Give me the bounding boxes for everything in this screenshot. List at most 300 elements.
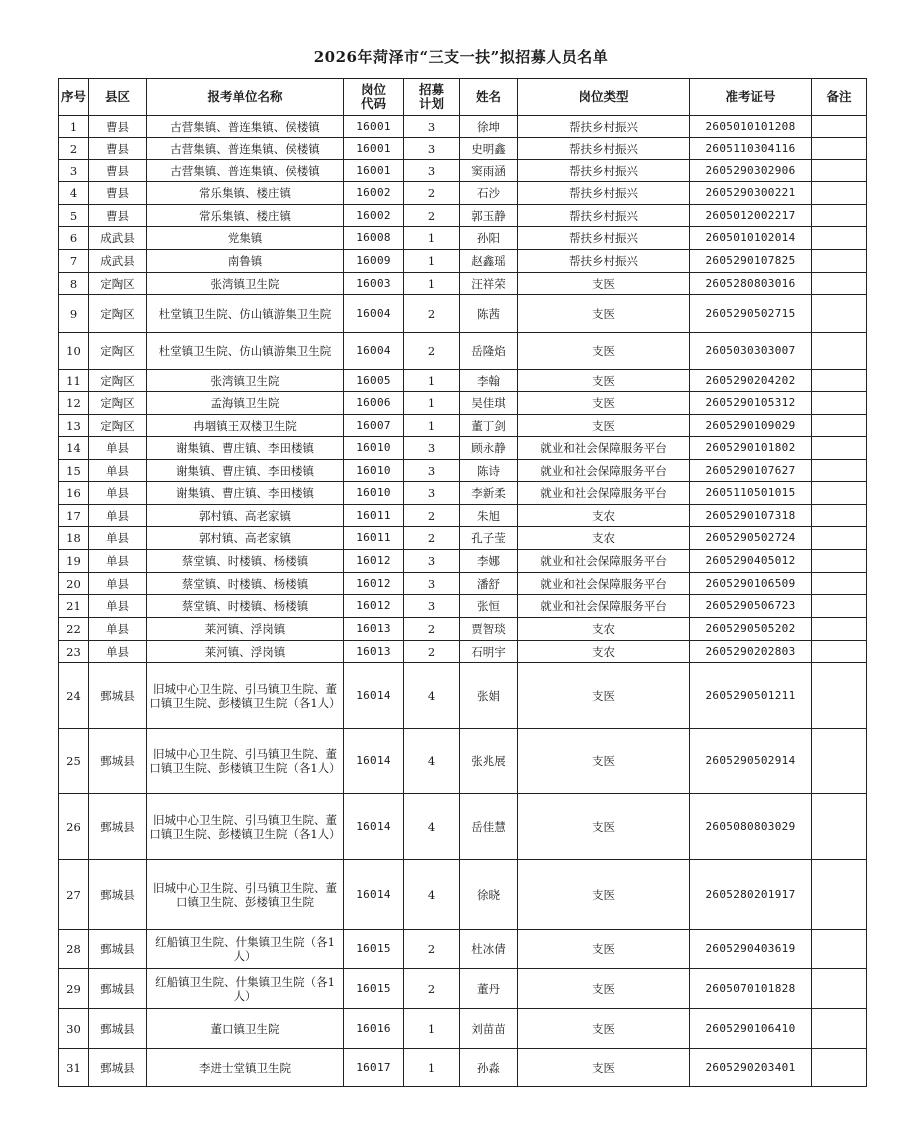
cell-county: 成武县 (89, 250, 147, 273)
header-type: 岗位类型 (518, 79, 690, 116)
cell-name: 赵鑫瑶 (460, 250, 518, 273)
cell-name: 张兆展 (460, 729, 518, 794)
cell-type: 支医 (518, 969, 690, 1009)
cell-no: 20 (59, 573, 89, 595)
cell-no: 11 (59, 370, 89, 392)
cell-ticket: 2605290502715 (690, 295, 812, 333)
document-title: 2026年菏泽市“三支一扶”拟招募人员名单 (313, 48, 609, 66)
cell-name: 董丹 (460, 969, 518, 1009)
table-row (59, 969, 867, 1009)
cell-no: 17 (59, 505, 89, 527)
cell-county: 鄄城县 (89, 860, 147, 930)
cell-no: 13 (59, 415, 89, 437)
cell-type: 帮扶乡村振兴 (518, 116, 690, 138)
cell-name: 孙淼 (460, 1049, 518, 1087)
cell-no: 30 (59, 1009, 89, 1049)
cell-unit: 莱河镇、浮岗镇 (147, 641, 344, 663)
cell-type: 支医 (518, 860, 690, 930)
cell-county: 曹县 (89, 205, 147, 227)
table-row (59, 333, 867, 370)
cell-no: 1 (59, 116, 89, 138)
cell-note (812, 663, 867, 729)
cell-unit: 党集镇 (147, 227, 344, 250)
cell-code: 16011 (344, 505, 404, 527)
cell-plan: 3 (404, 116, 460, 138)
cell-note (812, 227, 867, 250)
cell-plan: 3 (404, 595, 460, 618)
cell-unit: 郭村镇、高老家镇 (147, 527, 344, 550)
cell-no: 6 (59, 227, 89, 250)
cell-name: 史明鑫 (460, 138, 518, 160)
cell-unit: 郭村镇、高老家镇 (147, 505, 344, 527)
table-row (59, 460, 867, 482)
cell-plan: 4 (404, 794, 460, 860)
header-note: 备注 (812, 79, 867, 116)
cell-name: 潘舒 (460, 573, 518, 595)
table-row (59, 295, 867, 333)
cell-note (812, 205, 867, 227)
cell-county: 定陶区 (89, 392, 147, 415)
cell-ticket: 2605290502724 (690, 527, 812, 550)
cell-name: 孙阳 (460, 227, 518, 250)
cell-ticket: 2605030303007 (690, 333, 812, 370)
cell-type: 支医 (518, 392, 690, 415)
cell-note (812, 392, 867, 415)
cell-type: 支农 (518, 505, 690, 527)
cell-type: 支医 (518, 295, 690, 333)
header-unit: 报考单位名称 (147, 79, 344, 116)
cell-note (812, 160, 867, 182)
cell-plan: 2 (404, 205, 460, 227)
cell-name: 张娟 (460, 663, 518, 729)
cell-unit: 红船镇卫生院、什集镇卫生院（各1人） (147, 969, 344, 1009)
cell-plan: 2 (404, 333, 460, 370)
cell-unit: 常乐集镇、楼庄镇 (147, 205, 344, 227)
cell-type: 帮扶乡村振兴 (518, 250, 690, 273)
cell-ticket: 2605290204202 (690, 370, 812, 392)
cell-plan: 1 (404, 370, 460, 392)
cell-note (812, 415, 867, 437)
cell-type: 就业和社会保障服务平台 (518, 550, 690, 573)
cell-type: 支农 (518, 527, 690, 550)
cell-name: 徐晓 (460, 860, 518, 930)
cell-type: 就业和社会保障服务平台 (518, 482, 690, 505)
cell-no: 25 (59, 729, 89, 794)
cell-code: 16012 (344, 550, 404, 573)
cell-code: 16004 (344, 333, 404, 370)
cell-note (812, 250, 867, 273)
table-row (59, 116, 867, 138)
cell-note (812, 370, 867, 392)
cell-note (812, 550, 867, 573)
header-plan: 招募 计划 (404, 79, 460, 116)
cell-no: 21 (59, 595, 89, 618)
cell-ticket: 2605290107318 (690, 505, 812, 527)
cell-plan: 3 (404, 160, 460, 182)
cell-ticket: 2605012002217 (690, 205, 812, 227)
cell-type: 支农 (518, 618, 690, 641)
cell-name: 顾永静 (460, 437, 518, 460)
cell-type: 支医 (518, 333, 690, 370)
cell-plan: 4 (404, 729, 460, 794)
table-row (59, 505, 867, 527)
cell-name: 窦雨涵 (460, 160, 518, 182)
cell-name: 石明宇 (460, 641, 518, 663)
table-row (59, 930, 867, 969)
cell-type: 支医 (518, 415, 690, 437)
cell-county: 曹县 (89, 160, 147, 182)
cell-county: 鄄城县 (89, 1009, 147, 1049)
cell-unit: 杜堂镇卫生院、仿山镇游集卫生院 (147, 333, 344, 370)
cell-code: 16003 (344, 273, 404, 295)
cell-unit: 常乐集镇、楼庄镇 (147, 182, 344, 205)
cell-plan: 2 (404, 641, 460, 663)
cell-no: 14 (59, 437, 89, 460)
cell-unit: 李进士堂镇卫生院 (147, 1049, 344, 1087)
cell-plan: 3 (404, 482, 460, 505)
cell-plan: 3 (404, 573, 460, 595)
cell-code: 16014 (344, 663, 404, 729)
cell-name: 李新柔 (460, 482, 518, 505)
cell-unit: 南鲁镇 (147, 250, 344, 273)
cell-ticket: 2605290107825 (690, 250, 812, 273)
cell-code: 16013 (344, 641, 404, 663)
cell-county: 定陶区 (89, 295, 147, 333)
cell-type: 帮扶乡村振兴 (518, 227, 690, 250)
cell-no: 2 (59, 138, 89, 160)
cell-unit: 旧城中心卫生院、引马镇卫生院、董口镇卫生院、彭楼镇卫生院（各1人） (147, 663, 344, 729)
cell-unit: 谢集镇、曹庄镇、李田楼镇 (147, 482, 344, 505)
cell-name: 陈茜 (460, 295, 518, 333)
cell-note (812, 729, 867, 794)
table-row (59, 250, 867, 273)
table-row (59, 860, 867, 930)
cell-county: 单县 (89, 573, 147, 595)
cell-county: 单县 (89, 505, 147, 527)
table-row (59, 437, 867, 460)
cell-no: 26 (59, 794, 89, 860)
cell-code: 16014 (344, 860, 404, 930)
cell-code: 16001 (344, 160, 404, 182)
cell-code: 16002 (344, 205, 404, 227)
cell-code: 16012 (344, 595, 404, 618)
cell-unit: 张湾镇卫生院 (147, 370, 344, 392)
table-row (59, 227, 867, 250)
cell-name: 董丁剑 (460, 415, 518, 437)
cell-no: 16 (59, 482, 89, 505)
table-row (59, 1009, 867, 1049)
cell-ticket: 2605110304116 (690, 138, 812, 160)
cell-note (812, 1009, 867, 1049)
cell-county: 单县 (89, 550, 147, 573)
cell-unit: 董口镇卫生院 (147, 1009, 344, 1049)
cell-no: 5 (59, 205, 89, 227)
cell-county: 单县 (89, 482, 147, 505)
cell-ticket: 2605290501211 (690, 663, 812, 729)
cell-ticket: 2605280201917 (690, 860, 812, 930)
cell-county: 单县 (89, 460, 147, 482)
cell-ticket: 2605290106410 (690, 1009, 812, 1049)
cell-type: 支医 (518, 930, 690, 969)
cell-type: 帮扶乡村振兴 (518, 160, 690, 182)
cell-plan: 2 (404, 505, 460, 527)
cell-ticket: 2605010101208 (690, 116, 812, 138)
cell-type: 就业和社会保障服务平台 (518, 460, 690, 482)
cell-code: 16015 (344, 969, 404, 1009)
cell-type: 支医 (518, 663, 690, 729)
cell-code: 16017 (344, 1049, 404, 1087)
cell-no: 24 (59, 663, 89, 729)
cell-name: 张恒 (460, 595, 518, 618)
cell-plan: 2 (404, 969, 460, 1009)
table-row (59, 182, 867, 205)
cell-ticket: 2605290202803 (690, 641, 812, 663)
table-row (59, 160, 867, 182)
table-row (59, 482, 867, 505)
cell-note (812, 527, 867, 550)
cell-note (812, 969, 867, 1009)
cell-no: 29 (59, 969, 89, 1009)
recruit-roster-table (58, 78, 867, 1087)
cell-code: 16005 (344, 370, 404, 392)
cell-plan: 1 (404, 250, 460, 273)
cell-no: 4 (59, 182, 89, 205)
cell-note (812, 460, 867, 482)
cell-note (812, 295, 867, 333)
cell-code: 16015 (344, 930, 404, 969)
table-row (59, 729, 867, 794)
cell-code: 16002 (344, 182, 404, 205)
cell-note (812, 1049, 867, 1087)
cell-county: 鄄城县 (89, 930, 147, 969)
table-header-row (59, 79, 867, 116)
cell-county: 曹县 (89, 182, 147, 205)
cell-unit: 蔡堂镇、时楼镇、杨楼镇 (147, 573, 344, 595)
cell-unit: 古营集镇、普连集镇、侯楼镇 (147, 138, 344, 160)
cell-unit: 杜堂镇卫生院、仿山镇游集卫生院 (147, 295, 344, 333)
cell-ticket: 2605290405012 (690, 550, 812, 573)
cell-ticket: 2605080803029 (690, 794, 812, 860)
cell-unit: 旧城中心卫生院、引马镇卫生院、董口镇卫生院、彭楼镇卫生院（各1人） (147, 794, 344, 860)
cell-no: 19 (59, 550, 89, 573)
cell-county: 单县 (89, 595, 147, 618)
cell-type: 支医 (518, 1009, 690, 1049)
table-row (59, 138, 867, 160)
cell-code: 16001 (344, 138, 404, 160)
cell-note (812, 116, 867, 138)
cell-county: 单县 (89, 641, 147, 663)
cell-ticket: 2605290403619 (690, 930, 812, 969)
cell-type: 就业和社会保障服务平台 (518, 437, 690, 460)
cell-unit: 旧城中心卫生院、引马镇卫生院、董口镇卫生院、彭楼镇卫生院（各1人） (147, 729, 344, 794)
cell-name: 徐坤 (460, 116, 518, 138)
cell-name: 陈诗 (460, 460, 518, 482)
cell-code: 16009 (344, 250, 404, 273)
cell-ticket: 2605110501015 (690, 482, 812, 505)
table-row (59, 273, 867, 295)
cell-type: 就业和社会保障服务平台 (518, 595, 690, 618)
cell-no: 22 (59, 618, 89, 641)
cell-county: 鄄城县 (89, 1049, 147, 1087)
cell-plan: 2 (404, 182, 460, 205)
cell-code: 16010 (344, 437, 404, 460)
cell-unit: 谢集镇、曹庄镇、李田楼镇 (147, 437, 344, 460)
table-row (59, 595, 867, 618)
cell-plan: 2 (404, 295, 460, 333)
table-row (59, 205, 867, 227)
cell-code: 16008 (344, 227, 404, 250)
cell-county: 曹县 (89, 138, 147, 160)
table-row (59, 663, 867, 729)
cell-note (812, 573, 867, 595)
cell-county: 鄄城县 (89, 969, 147, 1009)
cell-plan: 2 (404, 618, 460, 641)
cell-name: 孔子莹 (460, 527, 518, 550)
cell-name: 朱旭 (460, 505, 518, 527)
table-row (59, 370, 867, 392)
table-row (59, 794, 867, 860)
cell-plan: 1 (404, 392, 460, 415)
cell-no: 23 (59, 641, 89, 663)
cell-ticket: 2605290203401 (690, 1049, 812, 1087)
cell-code: 16012 (344, 573, 404, 595)
cell-unit: 旧城中心卫生院、引马镇卫生院、董口镇卫生院、彭楼镇卫生院 (147, 860, 344, 930)
cell-ticket: 2605290106509 (690, 573, 812, 595)
cell-no: 12 (59, 392, 89, 415)
cell-name: 贾智琰 (460, 618, 518, 641)
cell-county: 定陶区 (89, 273, 147, 295)
cell-county: 鄄城县 (89, 794, 147, 860)
cell-no: 31 (59, 1049, 89, 1087)
cell-plan: 3 (404, 460, 460, 482)
cell-name: 吴佳琪 (460, 392, 518, 415)
cell-ticket: 2605290109029 (690, 415, 812, 437)
cell-name: 郭玉静 (460, 205, 518, 227)
cell-type: 帮扶乡村振兴 (518, 205, 690, 227)
cell-note (812, 618, 867, 641)
cell-name: 石沙 (460, 182, 518, 205)
cell-county: 单县 (89, 618, 147, 641)
table-row (59, 1049, 867, 1087)
cell-plan: 2 (404, 527, 460, 550)
cell-ticket: 2605290505202 (690, 618, 812, 641)
cell-code: 16010 (344, 482, 404, 505)
header-no: 序号 (59, 79, 89, 116)
cell-plan: 1 (404, 1009, 460, 1049)
cell-county: 定陶区 (89, 333, 147, 370)
cell-plan: 1 (404, 273, 460, 295)
cell-plan: 3 (404, 437, 460, 460)
cell-county: 单县 (89, 527, 147, 550)
cell-code: 16004 (344, 295, 404, 333)
cell-name: 杜冰倩 (460, 930, 518, 969)
cell-ticket: 2605010102014 (690, 227, 812, 250)
table-row (59, 550, 867, 573)
cell-type: 帮扶乡村振兴 (518, 138, 690, 160)
cell-unit: 张湾镇卫生院 (147, 273, 344, 295)
cell-ticket: 2605290506723 (690, 595, 812, 618)
cell-note (812, 333, 867, 370)
cell-code: 16011 (344, 527, 404, 550)
cell-type: 支医 (518, 370, 690, 392)
cell-plan: 3 (404, 550, 460, 573)
cell-county: 定陶区 (89, 415, 147, 437)
cell-ticket: 2605290101802 (690, 437, 812, 460)
cell-ticket: 2605280803016 (690, 273, 812, 295)
cell-name: 岳隆焰 (460, 333, 518, 370)
cell-county: 曹县 (89, 116, 147, 138)
cell-note (812, 930, 867, 969)
cell-unit: 红船镇卫生院、什集镇卫生院（各1人） (147, 930, 344, 969)
cell-note (812, 595, 867, 618)
cell-plan: 1 (404, 415, 460, 437)
cell-note (812, 437, 867, 460)
cell-code: 16016 (344, 1009, 404, 1049)
header-code: 岗位 代码 (344, 79, 404, 116)
table-row (59, 527, 867, 550)
table-row (59, 641, 867, 663)
cell-code: 16013 (344, 618, 404, 641)
cell-ticket: 2605290107627 (690, 460, 812, 482)
cell-note (812, 273, 867, 295)
header-ticket: 准考证号 (690, 79, 812, 116)
cell-plan: 3 (404, 138, 460, 160)
cell-code: 16014 (344, 794, 404, 860)
cell-code: 16010 (344, 460, 404, 482)
cell-no: 8 (59, 273, 89, 295)
cell-name: 汪祥荣 (460, 273, 518, 295)
cell-unit: 古营集镇、普连集镇、侯楼镇 (147, 116, 344, 138)
cell-no: 3 (59, 160, 89, 182)
cell-no: 9 (59, 295, 89, 333)
cell-no: 27 (59, 860, 89, 930)
cell-plan: 4 (404, 860, 460, 930)
cell-plan: 2 (404, 930, 460, 969)
cell-unit: 谢集镇、曹庄镇、李田楼镇 (147, 460, 344, 482)
cell-unit: 莱河镇、浮岗镇 (147, 618, 344, 641)
table-row (59, 573, 867, 595)
cell-unit: 孟海镇卫生院 (147, 392, 344, 415)
cell-name: 李娜 (460, 550, 518, 573)
cell-ticket: 2605290302906 (690, 160, 812, 182)
header-county: 县区 (89, 79, 147, 116)
cell-unit: 蔡堂镇、时楼镇、杨楼镇 (147, 595, 344, 618)
cell-ticket: 2605290502914 (690, 729, 812, 794)
cell-plan: 1 (404, 1049, 460, 1087)
cell-plan: 4 (404, 663, 460, 729)
cell-code: 16001 (344, 116, 404, 138)
cell-name: 刘苗苗 (460, 1009, 518, 1049)
cell-plan: 1 (404, 227, 460, 250)
cell-unit: 古营集镇、普连集镇、侯楼镇 (147, 160, 344, 182)
cell-note (812, 641, 867, 663)
cell-note (812, 482, 867, 505)
table-row (59, 415, 867, 437)
cell-name: 李翰 (460, 370, 518, 392)
cell-note (812, 505, 867, 527)
cell-no: 28 (59, 930, 89, 969)
cell-type: 支医 (518, 794, 690, 860)
cell-no: 18 (59, 527, 89, 550)
cell-no: 10 (59, 333, 89, 370)
cell-unit: 蔡堂镇、时楼镇、杨楼镇 (147, 550, 344, 573)
cell-unit: 冉堌镇王双楼卫生院 (147, 415, 344, 437)
cell-county: 成武县 (89, 227, 147, 250)
cell-type: 支农 (518, 641, 690, 663)
cell-note (812, 138, 867, 160)
table-row (59, 392, 867, 415)
cell-note (812, 860, 867, 930)
